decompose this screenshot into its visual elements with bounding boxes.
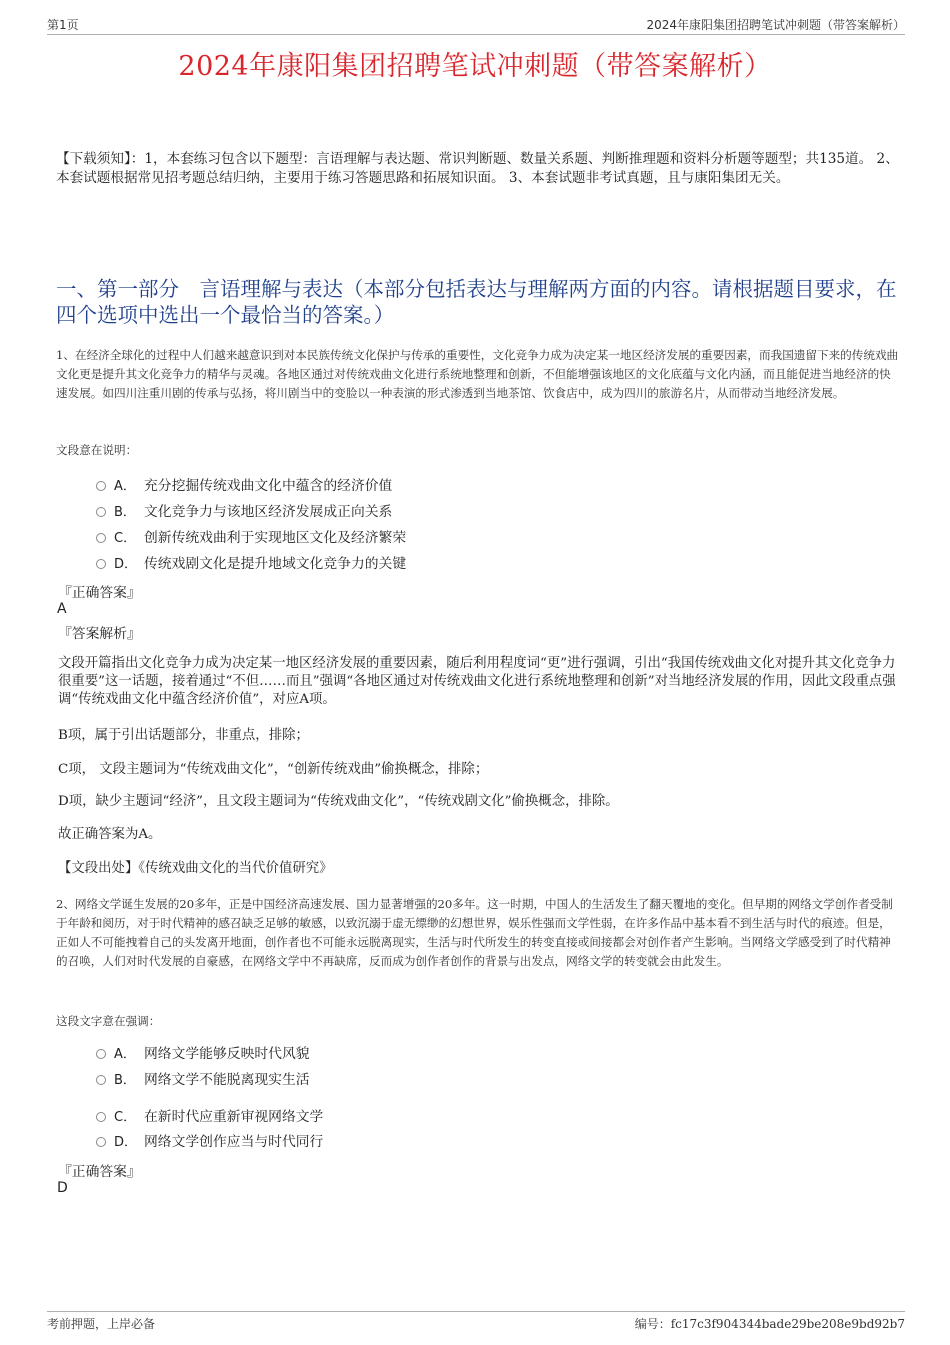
question-1-answer: A xyxy=(57,601,67,617)
question-2-option-a[interactable]: A． 网络文学能够反映时代风貌 xyxy=(96,1044,310,1064)
question-1-explanation-main: 文段开篇指出文化竞争力成为决定某一地区经济发展的重要因素，随后利用程度词“更”进行强调，引出“我国传统戏曲文化对提升其文化竞争力很重要”这一话题，接着通过“不但……而且”强调“各地区通过对传统戏曲文化进行系统地整理和创新”对当地经济发展的作用，因此文段重点强调“传统戏曲文化中蕴含经济价值”，对应A项。 xyxy=(58,656,896,707)
page-header xyxy=(47,14,905,35)
page-footer xyxy=(47,1311,905,1334)
question-2-answer-label: 『正确答案』 xyxy=(58,1164,141,1180)
question-1-prompt: 文段意在说明： xyxy=(56,443,138,457)
radio-icon[interactable] xyxy=(96,1049,106,1059)
footer-slogan: 考前押题，上岸必备 xyxy=(47,1317,156,1331)
question-1-option-b[interactable]: B． 文化竞争力与该地区经济发展成正向关系 xyxy=(96,502,392,522)
question-2-text: 2、网络文学诞生发展的20多年，正是中国经济高速发展、国力显著增强的20多年。这一时期，中国人的生活发生了翻天覆地的变化。但早期的网络文学创作者受制于年龄和阅历，对于时代精神的感召缺乏足够的敏感，以致沉溺于虚无缥缈的幻想世界，娱乐性强而文学性弱，在许多作品中基本看不到生活与时代的痕迹。但是，正如人不可能拽着自己的头发离开地面，创作者也不可能永远脱离现实，生活与时代所发生的转变直接或间接都会对创作者产生影响。当网络文学感受到了时代精神的召唤，人们对时代发展的自豪感，在网络文学中不再缺席，反而成为创作者创作的背景与出发点，网络文学的转变就会由此发生。 xyxy=(56,897,893,968)
question-1-answer-label: 『正确答案』 xyxy=(58,585,141,601)
question-2-option-b[interactable]: B． 网络文学不能脱离现实生活 xyxy=(96,1070,310,1090)
radio-icon[interactable] xyxy=(96,507,106,517)
page-number: 第1页 xyxy=(47,18,79,32)
radio-icon[interactable] xyxy=(96,1137,106,1147)
radio-icon[interactable] xyxy=(96,1112,106,1122)
question-1-source: 【文段出处】《传统戏曲文化的当代价值研究》 xyxy=(58,861,333,876)
question-2-prompt: 这段文字意在强调： xyxy=(56,1014,161,1028)
header-doc-title: 2024年康阳集团招聘笔试冲刺题（带答案解析） xyxy=(646,18,905,32)
question-2-option-d[interactable]: D． 网络文学创作应当与时代同行 xyxy=(96,1132,323,1152)
radio-icon[interactable] xyxy=(96,559,106,569)
radio-icon[interactable] xyxy=(96,533,106,543)
section-heading: 一、第一部分 言语理解与表达（本部分包括表达与理解两方面的内容。请根据题目要求，在四个选项中选出一个最恰当的答案。） xyxy=(56,277,897,327)
download-notice: 【下载须知】：1，本套练习包含以下题型：言语理解与表达题、常识判断题、数量关系题、判断推理题和资料分析题等题型；共135道。 2、本套试题根据常见招考题总结归纳，主要用于练习答题思路和拓展知识面。 3、本套试题非考试真题，且与康阳集团无关。 xyxy=(56,151,899,186)
question-2-answer: D xyxy=(57,1180,68,1196)
question-1-option-a[interactable]: A． 充分挖掘传统戏曲文化中蕴含的经济价值 xyxy=(96,476,392,496)
question-1-text: 1、在经济全球化的过程中人们越来越意识到对本民族传统文化保护与传承的重要性，文化竞争力成为决定某一地区经济发展的重要因素，而我国遗留下来的传统戏曲文化更是提升其文化竞争力的精华与灵魂。各地区通过对传统戏曲文化进行系统地整理和创新，不但能增强该地区的文化底蕴与文化内涵，而且能促进当地经济的快速发展。如四川注重川剧的传承与弘扬，将川剧当中的变脸以一种表演的形式渗透到当地茶馆、饮食店中，成为四川的旅游名片，从而带动当地经济发展。 xyxy=(56,348,899,400)
question-1-option-c[interactable]: C． 创新传统戏曲利于实现地区文化及经济繁荣 xyxy=(96,528,406,548)
question-1-option-d[interactable]: D． 传统戏剧文化是提升地域文化竞争力的关键 xyxy=(96,554,406,574)
question-1-explanation-d: D项，缺少主题词“经济”，且文段主题词为“传统戏曲文化”，“传统戏剧文化”偷换概念，排除。 xyxy=(58,794,619,809)
document-title: 2024年康阳集团招聘笔试冲刺题（带答案解析） xyxy=(178,51,772,82)
question-1-explain-label: 『答案解析』 xyxy=(58,626,141,642)
question-1-conclusion: 故正确答案为A。 xyxy=(58,827,162,842)
question-1-explanation-b: B项，属于引出话题部分，非重点，排除； xyxy=(58,728,309,743)
question-1-explanation-c: C项， 文段主题词为“传统戏曲文化”，“创新传统戏曲”偷换概念，排除； xyxy=(58,762,489,777)
question-2-option-c[interactable]: C． 在新时代应重新审视网络文学 xyxy=(96,1107,323,1127)
footer-serial: 编号：fc17c3f904344bade29be208e9bd92b7 xyxy=(634,1317,905,1331)
radio-icon[interactable] xyxy=(96,1075,106,1085)
radio-icon[interactable] xyxy=(96,481,106,491)
